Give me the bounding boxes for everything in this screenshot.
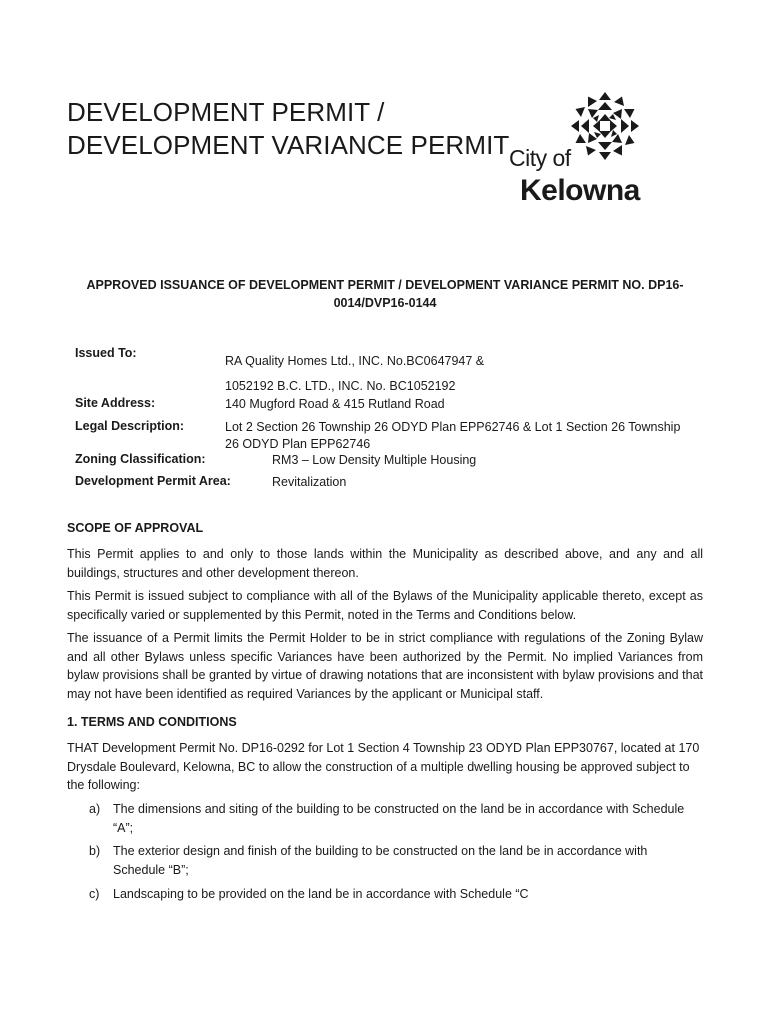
zoning-classification-label: Zoning Classification:: [75, 452, 206, 466]
issued-to-value-line-2: 1052192 B.C. LTD., INC. No. BC1052192: [225, 379, 456, 393]
development-permit-area-value: Revitalization: [272, 475, 347, 489]
list-item-marker: c): [89, 887, 100, 901]
list-item-text: The dimensions and siting of the building to be constructed on the land be in accordance with Schedule “A”;: [113, 802, 685, 835]
list-item-text: The exterior design and finish of the building to be constructed on the land be in accordance with Schedule “B”;: [113, 844, 648, 877]
scope-paragraph-3: The issuance of a Permit limits the Permit Holder to be in strict compliance with regulations of the Zoning Bylaw and all other Bylaws unless specific Variances have been authorized by the Permit. No implied Variances from bylaw provisions shall be granted by virtue of drawing notations that are inconsistent with bylaw provisions and that may not have been identified as required Variances by the applicant or Municipal staff.: [67, 631, 703, 701]
legal-description-label: Legal Description:: [75, 419, 185, 433]
kelowna-emblem-icon: [571, 92, 639, 160]
terms-intro-paragraph: THAT Development Permit No. DP16-0292 for Lot 1 Section 4 Township 23 ODYD Plan EPP30767, located at 170 Drysdale Boulevard, Kelowna, BC to allow the construction of a multiple dwelling housing be approved subject to the following:: [67, 741, 700, 792]
list-item-text: Landscaping to be provided on the land be in accordance with Schedule “C: [113, 887, 529, 901]
logo-city-of-text: City of: [509, 145, 571, 171]
issued-to-value-line-1: RA Quality Homes Ltd., INC. No.BC0647947 &: [225, 354, 485, 368]
list-item-marker: a): [89, 802, 101, 816]
city-of-kelowna-logo: [508, 90, 668, 220]
logo-kelowna-text: Kelowna: [520, 174, 640, 207]
site-address-label: Site Address:: [75, 396, 156, 410]
legal-description-line-1: Lot 2 Section 26 Township 26 ODYD Plan EPP62746 & Lot 1 Section 26 Township: [225, 420, 681, 434]
list-item-marker: b): [89, 844, 101, 858]
issued-to-label: Issued To:: [75, 346, 137, 360]
terms-and-conditions-heading: 1. TERMS AND CONDITIONS: [67, 715, 237, 729]
title-line-1: DEVELOPMENT PERMIT /: [67, 97, 385, 127]
scope-of-approval-heading: SCOPE OF APPROVAL: [67, 521, 204, 535]
scope-paragraph-1: This Permit applies to and only to those lands within the Municipality as described above, and any and all buildings, structures and other development thereon.: [67, 547, 703, 580]
development-permit-area-label: Development Permit Area:: [75, 474, 231, 488]
title-line-2: DEVELOPMENT VARIANCE PERMIT: [67, 130, 510, 160]
site-address-value: 140 Mugford Road & 415 Rutland Road: [225, 397, 445, 411]
approved-issuance-heading: APPROVED ISSUANCE OF DEVELOPMENT PERMIT / DEVELOPMENT VARIANCE PERMIT NO. DP16-0014/DVP16-0144: [86, 278, 684, 310]
zoning-classification-value: RM3 – Low Density Multiple Housing: [272, 453, 477, 467]
document-title: [67, 96, 509, 162]
scope-paragraph-2: This Permit is issued subject to compliance with all of the Bylaws of the Municipality applicable thereto, except as specifically varied or supplemented by this Permit, noted in the Terms and Conditions below.: [67, 589, 703, 622]
legal-description-line-2: 26 ODYD Plan EPP62746: [225, 437, 371, 451]
